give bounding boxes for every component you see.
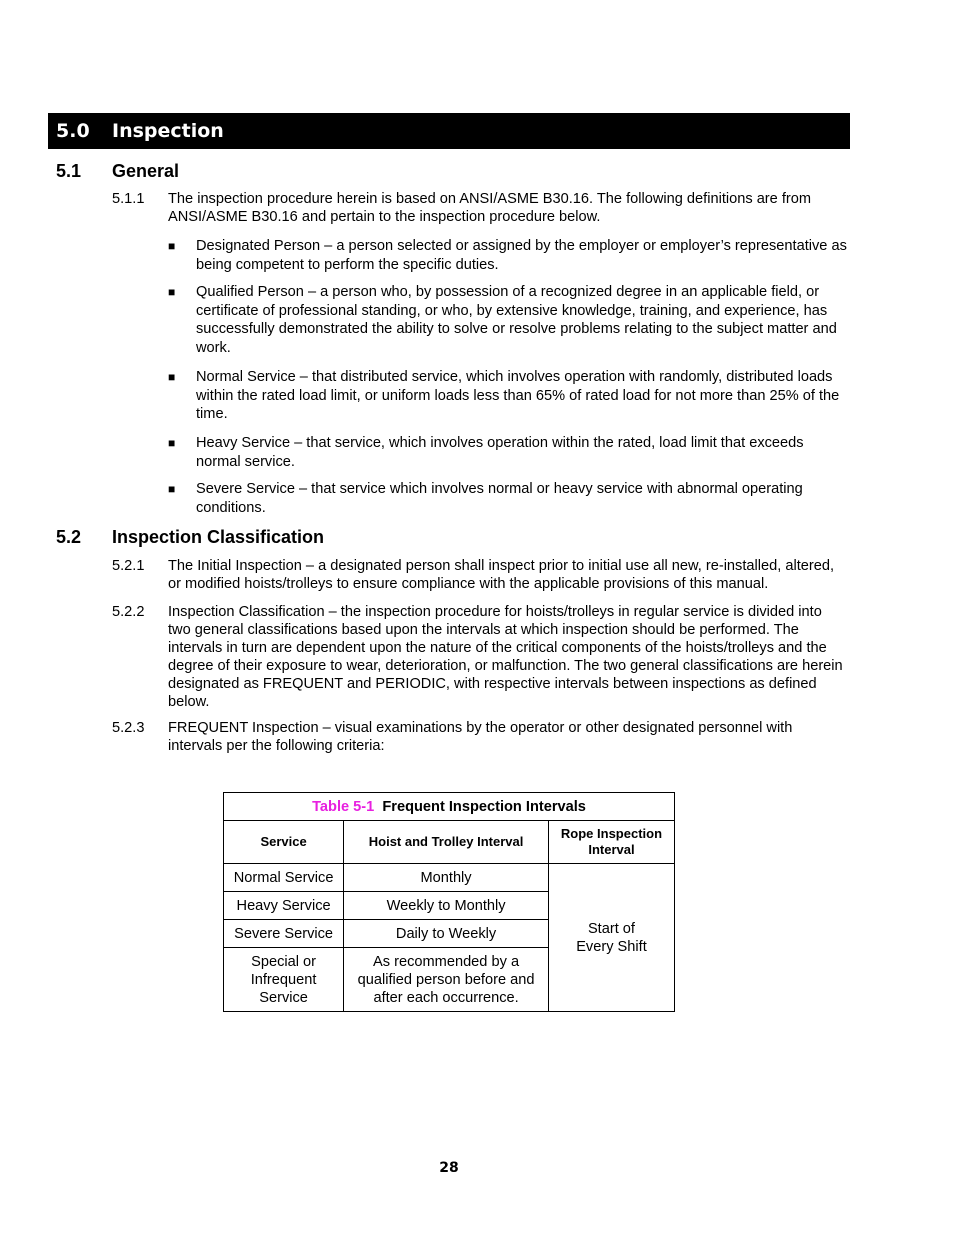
paragraph-5-2-3 — [112, 719, 847, 755]
paragraph-text: FREQUENT Inspection – visual examinations by the operator or other designated personnel with intervals per the following criteria: — [168, 720, 793, 754]
table-label: Table 5-1 — [312, 798, 375, 815]
paragraph-number: 5.2.3 — [112, 720, 145, 736]
chapter-title: Inspection — [112, 120, 224, 142]
paragraph-5-2-1 — [112, 557, 847, 593]
paragraph-text: The inspection procedure herein is based on ANSI/ASME B30.16. The following definitions are from ANSI/ASME B30.16 and pertain to the inspection procedure below. — [168, 191, 812, 225]
cell-interval: Monthly — [344, 864, 549, 892]
table-title: Frequent Inspection Intervals — [382, 798, 586, 815]
cell-rope-interval — [548, 864, 674, 1012]
paragraph-text: Inspection Classification – the inspection procedure for hoists/trolleys in regular service is divided into two general classifications based upon the intervals at which inspection should be performed. The intervals in turn are dependent upon the nature of the critical components of the hoists/trolleys and the degree of their exposure to wear, deterioration, or malfunction. The two general classifications are herein designated as FREQUENT and PERIODIC, with respective intervals between inspections as defined below. — [168, 604, 843, 710]
paragraph-number: 5.2.2 — [112, 604, 145, 620]
chapter-heading — [48, 113, 850, 149]
bullet-text: Designated Person – a person selected or assigned by the employer or employer’s representative as being competent to perform the specific duties. — [196, 238, 847, 273]
table-caption — [224, 793, 675, 821]
section-number: 5.1 — [56, 161, 82, 181]
cell-interval — [344, 948, 549, 1012]
paragraph-5-1-1 — [112, 190, 847, 226]
bullet-marker: ■ — [168, 436, 176, 450]
paragraph-text: The Initial Inspection – a designated person shall inspect prior to initial use all new, re-installed, altered, or modified hoists/trolleys to ensure compliance with the applicable provisions of this manual. — [168, 558, 835, 592]
bullet-text: Heavy Service – that service, which involves operation within the rated, load limit that exceeds normal service. — [196, 435, 804, 470]
rope-interval-text: Start of Every Shift — [576, 920, 647, 955]
bullet-qualified-person — [168, 283, 848, 357]
table-row — [224, 864, 675, 892]
bullet-marker: ■ — [168, 285, 176, 299]
bullet-marker: ■ — [168, 239, 176, 253]
paragraph-number: 5.1.1 — [112, 191, 145, 207]
cell-service — [224, 948, 344, 1012]
table-header-row — [224, 821, 675, 864]
cell-service: Severe Service — [224, 920, 344, 948]
cell-service: Normal Service — [224, 864, 344, 892]
cell-interval-text: As recommended by a qualified person before and after each occurrence. — [357, 953, 535, 1006]
cell-service: Heavy Service — [224, 892, 344, 920]
header-service: Service — [224, 821, 344, 864]
chapter-number: 5.0 — [56, 120, 90, 142]
section-title: General — [112, 161, 180, 181]
bullet-text: Normal Service – that distributed service, which involves operation with randomly, distributed loads within the rated load limit, or uniform loads less than 65% of rated load for not more than 25% of the time. — [196, 369, 840, 422]
bullet-severe-service — [168, 480, 848, 517]
bullet-text: Qualified Person – a person who, by possession of a recognized degree in an applicable field, or certificate of professional standing, or who, by extensive knowledge, training, and experience, has successfully demonstrated the ability to solve or resolve problems relating to the subject matter and work. — [196, 284, 837, 356]
section-heading-5-1 — [56, 160, 179, 182]
section-title: Inspection Classification — [112, 527, 325, 547]
bullet-text: Severe Service – that service which involves normal or heavy service with abnormal operating conditions. — [196, 481, 803, 516]
cell-interval: Daily to Weekly — [344, 920, 549, 948]
header-hoist-trolley-interval: Hoist and Trolley Interval — [344, 821, 549, 864]
paragraph-number: 5.2.1 — [112, 558, 145, 574]
page-number: 28 — [439, 1160, 459, 1176]
bullet-marker: ■ — [168, 482, 176, 496]
header-rope-inspection-interval: Rope Inspection Interval — [548, 821, 674, 864]
table-caption-row — [224, 793, 675, 821]
frequent-inspection-table — [223, 792, 675, 1012]
section-number: 5.2 — [56, 527, 82, 547]
bullet-normal-service — [168, 368, 848, 424]
paragraph-5-2-2 — [112, 603, 847, 711]
cell-service-text: Special or Infrequent Service — [250, 953, 317, 1006]
cell-interval: Weekly to Monthly — [344, 892, 549, 920]
bullet-marker: ■ — [168, 370, 176, 384]
bullet-designated-person — [168, 237, 848, 274]
section-heading-5-2 — [56, 526, 324, 548]
bullet-heavy-service — [168, 434, 848, 471]
